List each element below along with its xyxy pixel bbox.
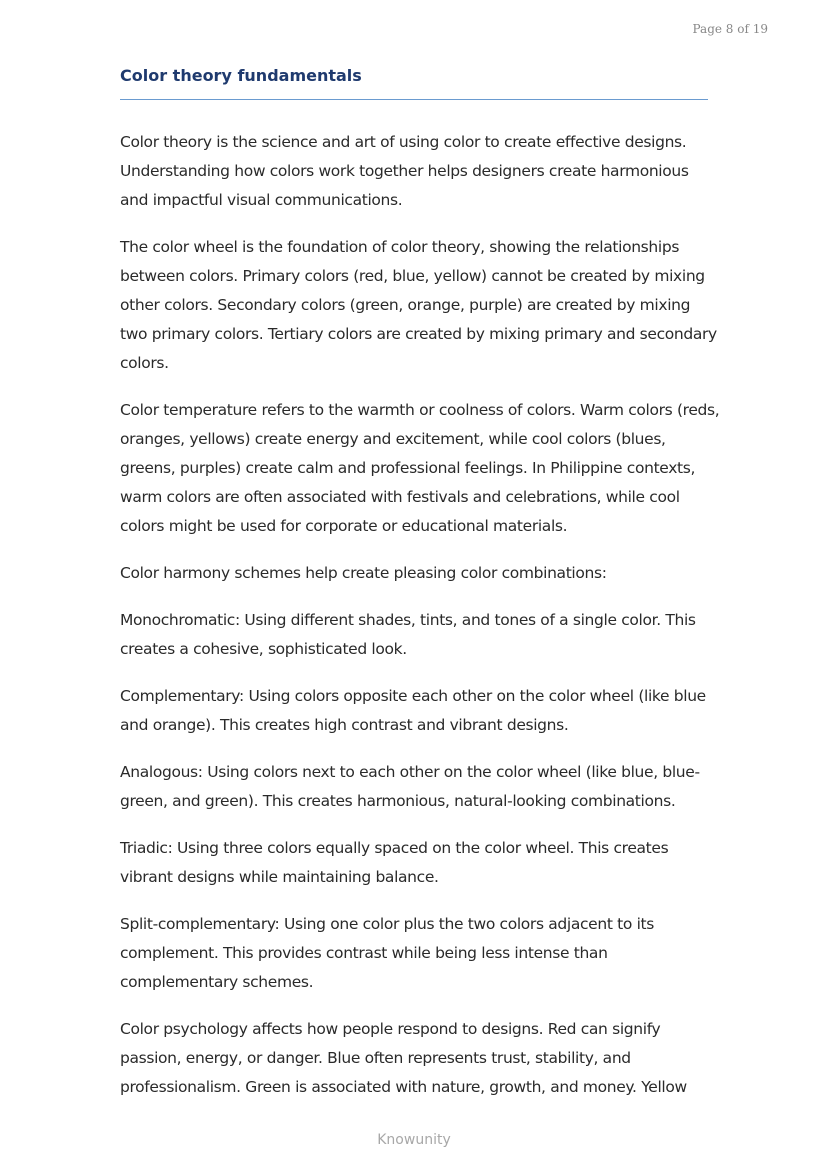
paragraph-analogous: Analogous: Using colors next to each other on the color wheel (like blue, blue-green, and green). This creates harmonious, natural-looking combinations.: [120, 763, 700, 810]
title-divider: [120, 99, 708, 100]
paragraph-color-psychology: Color psychology affects how people respond to designs. Red can signify passion, energy, or danger. Blue often represents trust, stability, and professionalism. Green is associated with nature, growth, and money. Yellow: [120, 1020, 687, 1096]
paragraph-complementary: Complementary: Using colors opposite each other on the color wheel (like blue and orange). This creates high contrast and vibrant designs.: [120, 687, 706, 734]
paragraph-monochromatic: Monochromatic: Using different shades, tints, and tones of a single color. This creates a cohesive, sophisticated look.: [120, 611, 696, 658]
section-body: [120, 128, 720, 1120]
paragraph-color-temperature: Color temperature refers to the warmth or coolness of colors. Warm colors (reds, oranges, yellows) create energy and excitement, while cool colors (blues, greens, purples) create calm and professional feelings. In Philippine contexts, warm colors are often associated with festivals and celebrations, while cool colors might be used for corporate or educational materials.: [120, 401, 720, 535]
paragraph-split-complementary: Split-complementary: Using one color plus the two colors adjacent to its complement. This provides contrast while being less intense than complementary schemes.: [120, 915, 654, 991]
paragraph-intro: Color theory is the science and art of using color to create effective designs. Understanding how colors work together helps designers create harmonious and impactful visual communications.: [120, 133, 689, 209]
paragraph-harmony-intro: Color harmony schemes help create pleasing color combinations:: [120, 564, 607, 582]
paragraph-triadic: Triadic: Using three colors equally spaced on the color wheel. This creates vibrant designs while maintaining balance.: [120, 839, 669, 886]
paragraph-color-wheel: The color wheel is the foundation of color theory, showing the relationships between colors. Primary colors (red, blue, yellow) cannot be created by mixing other colors. Secondary colors (green, orange, purple) are created by mixing two primary colors. Tertiary colors are created by mixing primary and secondary colors.: [120, 238, 717, 372]
footer-brand: Knowunity: [377, 1132, 451, 1148]
section-title: Color theory fundamentals: [120, 66, 362, 85]
page-number: Page 8 of 19: [692, 22, 768, 36]
